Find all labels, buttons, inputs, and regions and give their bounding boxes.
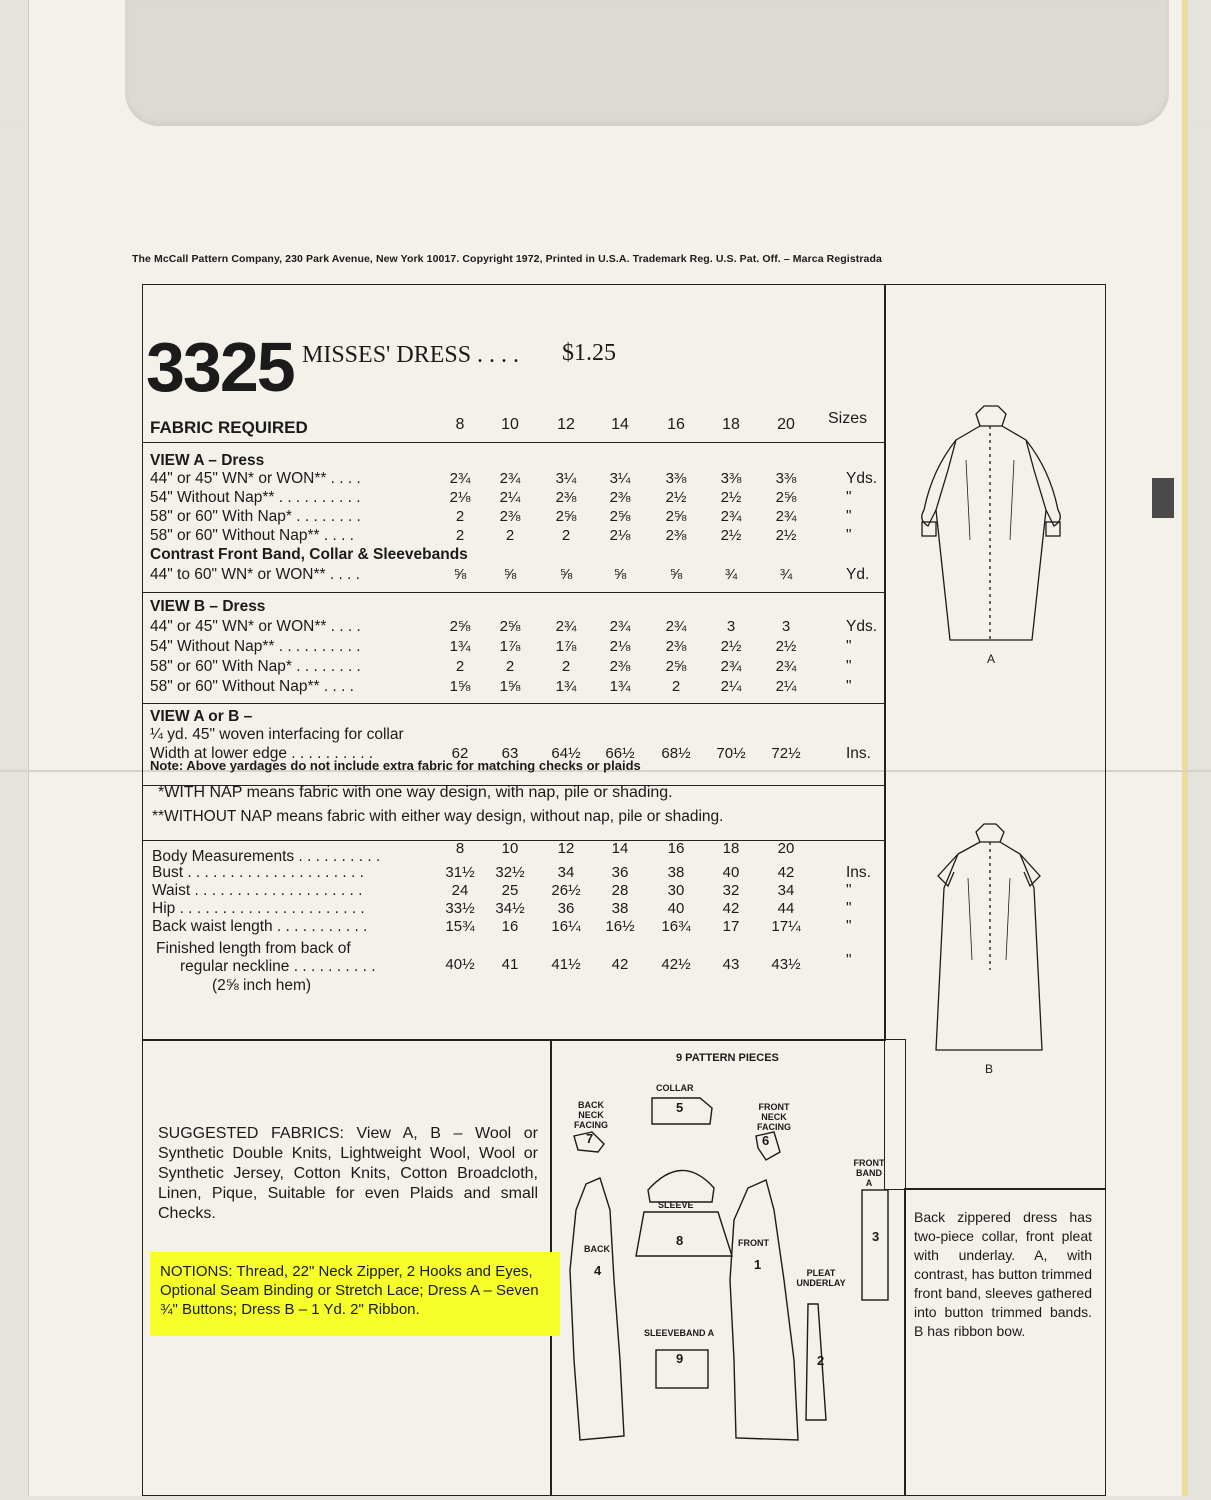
contrast-row-label: 44" to 60" WN* or WON** . . . . xyxy=(150,566,360,583)
view-b-row-value: 2¾ xyxy=(609,618,631,635)
view-a-row-value: 2⅝ xyxy=(665,508,687,525)
body-row-unit: " xyxy=(846,882,852,899)
view-a-row-value: 2 xyxy=(505,527,515,544)
copyright-line: The McCall Pattern Company, 230 Park Avenue, New York 10017. Copyright 1972, Printed in U.S.A. Trademark Reg. U.S. Pat. Off. – Marca Registrada xyxy=(132,253,882,265)
view-a-row-label: 58" or 60" Without Nap** . . . . xyxy=(150,527,354,544)
pattern-number: 3325 xyxy=(146,328,294,406)
view-b-row-value: 2¾ xyxy=(775,658,797,675)
body-row-value: 16¼ xyxy=(551,918,581,935)
view-ab-divider xyxy=(142,703,886,705)
contrast-title: Contrast Front Band, Collar & Sleevebands xyxy=(150,546,468,563)
size-header-cell: 20 xyxy=(777,416,795,433)
body-row-label: Back waist length . . . . . . . . . . . xyxy=(152,918,368,935)
body-row-value: 40 xyxy=(667,900,685,917)
view-b-row-value: 2¼ xyxy=(775,678,797,695)
width-row-value: 66½ xyxy=(605,745,635,762)
view-a-illustration xyxy=(910,400,1070,650)
body-row-value: 36 xyxy=(611,864,629,881)
view-b-row-value: 2 xyxy=(671,678,681,695)
view-a-row-value: 2⅜ xyxy=(609,489,631,506)
back-number: 4 xyxy=(594,1263,602,1278)
body-row-label: Hip . . . . . . . . . . . . . . . . . . . . . . xyxy=(152,900,365,917)
contrast-row-value: ¾ xyxy=(779,566,793,583)
view-a-row-value: 2⅜ xyxy=(555,489,577,506)
finished-value: 42½ xyxy=(661,956,691,973)
hem-note: (2⅝ inch hem) xyxy=(212,977,312,994)
body-row-value: 28 xyxy=(611,882,629,899)
pattern-pieces-title: 9 PATTERN PIECES xyxy=(676,1052,779,1064)
size-header-cell: 14 xyxy=(611,416,629,433)
finished-value: 43 xyxy=(722,956,740,973)
view-b-row-value: 1⅝ xyxy=(499,678,521,695)
view-a-row-value: 2½ xyxy=(720,489,742,506)
back-neck-facing-label: BACK NECK FACING xyxy=(574,1100,609,1130)
with-nap-note: *WITH NAP means fabric with one way design, with nap, pile or shading. xyxy=(158,784,673,801)
view-a-row-label: 44" or 45" WN* or WON** . . . . xyxy=(150,470,361,487)
sizes-label: Sizes xyxy=(828,410,868,427)
view-b-row-value: 1⅞ xyxy=(499,638,521,655)
view-a-row-value: 2¼ xyxy=(499,489,521,506)
width-row-value: 64½ xyxy=(551,745,581,762)
view-a-row-value: 2⅝ xyxy=(555,508,577,525)
pleat-underlay-number: 2 xyxy=(817,1353,825,1368)
width-row-unit: Ins. xyxy=(846,745,871,762)
contrast-row-value: ¾ xyxy=(724,566,738,583)
view-b-row-value: 1¾ xyxy=(609,678,631,695)
view-b-row-value: 1⅝ xyxy=(449,678,471,695)
view-b-row-value: 2¾ xyxy=(555,618,577,635)
contrast-row-value: ⅝ xyxy=(613,566,627,583)
view-b-row-value: 1⅞ xyxy=(555,638,577,655)
finished-value: 41 xyxy=(501,956,519,973)
view-b-row-value: 2⅜ xyxy=(665,638,687,655)
view-b-row-value: 2¼ xyxy=(720,678,742,695)
view-a-row-unit: " xyxy=(846,527,852,544)
view-a-row-value: 2½ xyxy=(720,527,742,544)
width-row-value: 70½ xyxy=(716,745,746,762)
body-row-value: 25 xyxy=(501,882,519,899)
width-row-value: 62 xyxy=(451,745,469,762)
view-a-row-value: 3⅜ xyxy=(665,470,687,487)
view-b-row-value: 2 xyxy=(505,658,515,675)
view-b-row-value: 2 xyxy=(455,658,465,675)
front-label: FRONT xyxy=(738,1238,769,1248)
body-size-cell: 16 xyxy=(667,840,685,857)
contrast-row-value: ⅝ xyxy=(559,566,573,583)
body-row-value: 31½ xyxy=(445,864,475,881)
dress-description: Back zippered dress has two-piece collar, front pleat with underlay. A, with contrast, has button trimmed front band, sleeves gathered into button trimmed bands. B has ribbon bow. xyxy=(914,1209,1092,1339)
view-a-row-value: 2 xyxy=(561,527,571,544)
view-b-divider xyxy=(142,592,886,594)
view-b-row-unit: " xyxy=(846,678,852,695)
body-heading: Body Measurements . . . . . . . . . . xyxy=(152,848,381,865)
body-row-value: 38 xyxy=(611,900,629,917)
body-size-cell: 14 xyxy=(611,840,629,857)
view-a-row-value: 3⅜ xyxy=(775,470,797,487)
view-b-row-value: 2½ xyxy=(775,638,797,655)
view-b-row-value: 2¾ xyxy=(665,618,687,635)
body-row-unit: " xyxy=(846,918,852,935)
fabric-required-heading: FABRIC REQUIRED xyxy=(150,418,308,437)
view-b-row-unit: " xyxy=(846,638,852,655)
view-b-row-unit: Yds. xyxy=(846,618,878,635)
suggested-fabrics: SUGGESTED FABRICS: View A, B – Wool or Synthetic Double Knits, Lightweight Wool, Wool or Synthetic Jersey, Cotton Knits, Cotton Broadcloth, Linen, Pique, Suitable for even Plaids and small Checks. xyxy=(158,1125,538,1222)
view-a-row-unit: Yds. xyxy=(846,470,878,487)
view-b-row-unit: " xyxy=(846,658,852,675)
body-row-value: 24 xyxy=(451,882,469,899)
body-row-value: 42 xyxy=(777,864,795,881)
sleeveband-label: SLEEVEBAND A xyxy=(644,1328,715,1338)
body-row-value: 17 xyxy=(722,918,740,935)
view-a-row-value: 2⅛ xyxy=(609,527,631,544)
body-row-value: 38 xyxy=(667,864,685,881)
finished-value: 40½ xyxy=(445,956,475,973)
notions: NOTIONS: Thread, 22" Neck Zipper, 2 Hooks and Eyes, Optional Seam Binding or Stretch Lace; Dress A – Seven ¾" Buttons; Dress B – 1 Yd. 2" Ribbon. xyxy=(160,1263,539,1318)
size-header-cell: 18 xyxy=(722,416,740,433)
front-band-number: 3 xyxy=(872,1229,880,1244)
finished-unit: " xyxy=(846,952,852,969)
view-b-row-label: 44" or 45" WN* or WON** . . . . xyxy=(150,618,361,635)
body-size-cell: 10 xyxy=(501,840,519,857)
back-label: BACK xyxy=(584,1244,610,1254)
body-size-cell: 20 xyxy=(777,840,795,857)
view-b-row-value: 1¾ xyxy=(449,638,471,655)
front-number: 1 xyxy=(754,1257,762,1272)
view-a-row-value: 2⅛ xyxy=(449,489,471,506)
width-row-value: 68½ xyxy=(661,745,691,762)
collar-number: 5 xyxy=(676,1100,684,1115)
finished-value: 41½ xyxy=(551,956,581,973)
front-neck-facing-number: 6 xyxy=(762,1133,770,1148)
front-piece xyxy=(730,1180,798,1440)
size-header-cell: 10 xyxy=(501,416,519,433)
body-row-value: 32 xyxy=(722,882,740,899)
view-a-row-label: 58" or 60" With Nap* . . . . . . . . xyxy=(150,508,361,525)
heading-underline xyxy=(142,442,886,444)
pattern-price: $1.25 xyxy=(562,340,616,366)
envelope-tab xyxy=(1152,478,1174,518)
body-size-cell: 12 xyxy=(557,840,575,857)
view-a-row-value: 2 xyxy=(455,508,465,525)
front-band-label: FRONT BAND A xyxy=(853,1158,885,1188)
body-row-value: 34 xyxy=(557,864,575,881)
sleeve-number: 8 xyxy=(676,1233,684,1248)
view-ab-title: VIEW A or B – xyxy=(150,708,253,725)
view-a-row-value: 2¾ xyxy=(449,470,471,487)
interfacing-line: ¼ yd. 45" woven interfacing for collar xyxy=(150,726,404,743)
view-a-row-unit: " xyxy=(846,508,852,525)
view-a-row-value: 3⅜ xyxy=(720,470,742,487)
collar-label: COLLAR xyxy=(656,1083,694,1093)
view-a-row-unit: " xyxy=(846,489,852,506)
view-a-row-value: 2¾ xyxy=(499,470,521,487)
width-row-label: Width at lower edge . . . . . . . . . . xyxy=(150,745,374,762)
body-row-value: 16 xyxy=(501,918,519,935)
width-row-value: 63 xyxy=(501,745,519,762)
size-header-cell: 12 xyxy=(557,416,575,433)
view-a-row-label: 54" Without Nap** . . . . . . . . . . xyxy=(150,489,361,506)
view-a-row-value: 2½ xyxy=(665,489,687,506)
finished-value: 42 xyxy=(611,956,629,973)
view-b-title: VIEW B – Dress xyxy=(150,598,266,615)
view-b-row-value: 2⅝ xyxy=(665,658,687,675)
pattern-title: MISSES' DRESS . . . . xyxy=(302,342,520,368)
view-b-row-value: 3 xyxy=(781,618,791,635)
view-a-row-value: 2⅜ xyxy=(665,527,687,544)
finished-value: 43½ xyxy=(771,956,801,973)
view-b-row-value: 2⅝ xyxy=(499,618,521,635)
view-a-row-value: 2⅜ xyxy=(499,508,521,525)
view-a-caption: A xyxy=(987,652,996,666)
finished-label-1: Finished length from back of xyxy=(156,940,351,957)
width-row-value: 72½ xyxy=(771,745,801,762)
body-row-label: Waist . . . . . . . . . . . . . . . . . . . . xyxy=(152,882,363,899)
view-a-title: VIEW A – Dress xyxy=(150,452,265,469)
view-b-row-label: 54" Without Nap** . . . . . . . . . . xyxy=(150,638,361,655)
view-b-row-value: 1¾ xyxy=(555,678,577,695)
body-row-unit: " xyxy=(846,900,852,917)
body-row-value: 36 xyxy=(557,900,575,917)
envelope-flap xyxy=(125,0,1169,126)
view-b-row-value: 2½ xyxy=(720,638,742,655)
view-b-row-value: 2⅜ xyxy=(609,658,631,675)
yardage-note: Note: Above yardages do not include extra fabric for matching checks or plaids xyxy=(150,758,641,773)
sleeve-label: SLEEVE xyxy=(658,1200,694,1210)
back-piece xyxy=(570,1178,624,1440)
body-row-label: Bust . . . . . . . . . . . . . . . . . . . . . xyxy=(152,864,364,881)
sleeve-piece xyxy=(636,1170,732,1256)
body-row-value: 16¾ xyxy=(661,918,691,935)
contrast-row-unit: Yd. xyxy=(846,566,870,583)
body-row-value: 33½ xyxy=(445,900,475,917)
view-b-row-value: 3 xyxy=(726,618,736,635)
view-b-row-value: 2¾ xyxy=(720,658,742,675)
size-header-cell: 8 xyxy=(455,416,465,433)
body-row-value: 32½ xyxy=(495,864,525,881)
body-row-value: 40 xyxy=(722,864,740,881)
front-neck-facing-label: FRONT NECK FACING xyxy=(756,1102,791,1132)
contrast-row-value: ⅝ xyxy=(453,566,467,583)
view-a-row-value: 2¾ xyxy=(720,508,742,525)
contrast-row-value: ⅝ xyxy=(503,566,517,583)
view-b-row-value: 2 xyxy=(561,658,571,675)
body-row-value: 30 xyxy=(667,882,685,899)
sleeveband-number: 9 xyxy=(676,1351,684,1366)
view-a-row-value: 3¼ xyxy=(555,470,577,487)
view-b-row-value: 2⅝ xyxy=(449,618,471,635)
body-row-value: 34 xyxy=(777,882,795,899)
body-row-value: 15¾ xyxy=(445,918,475,935)
finished-label-2: regular neckline . . . . . . . . . . xyxy=(180,958,376,975)
contrast-row-value: ⅝ xyxy=(669,566,683,583)
body-row-value: 44 xyxy=(777,900,795,917)
back-neck-facing-number: 7 xyxy=(586,1131,594,1146)
body-size-cell: 18 xyxy=(722,840,740,857)
view-b-row-value: 2⅛ xyxy=(609,638,631,655)
view-a-row-value: 2⅝ xyxy=(609,508,631,525)
body-row-unit: Ins. xyxy=(846,864,871,881)
view-a-row-value: 2¾ xyxy=(775,508,797,525)
body-size-cell: 8 xyxy=(455,840,465,857)
without-nap-note: **WITHOUT NAP means fabric with either way design, without nap, pile or shading. xyxy=(152,808,724,825)
body-row-value: 42 xyxy=(722,900,740,917)
view-b-row-label: 58" or 60" With Nap* . . . . . . . . xyxy=(150,658,361,675)
view-a-row-value: 2½ xyxy=(775,527,797,544)
view-b-caption: B xyxy=(985,1062,994,1076)
view-b-illustration xyxy=(914,820,1064,1060)
view-b-row-label: 58" or 60" Without Nap** . . . . xyxy=(150,678,354,695)
view-a-row-value: 2 xyxy=(455,527,465,544)
view-a-row-value: 2⅝ xyxy=(775,489,797,506)
pleat-underlay-label: PLEAT UNDERLAY xyxy=(796,1268,846,1288)
front-band-piece xyxy=(862,1190,888,1300)
body-row-value: 26½ xyxy=(551,882,581,899)
body-row-value: 34½ xyxy=(495,900,525,917)
view-a-row-value: 3¼ xyxy=(609,470,631,487)
body-row-value: 16½ xyxy=(605,918,635,935)
body-row-value: 17¼ xyxy=(771,918,801,935)
size-header-cell: 16 xyxy=(667,416,685,433)
